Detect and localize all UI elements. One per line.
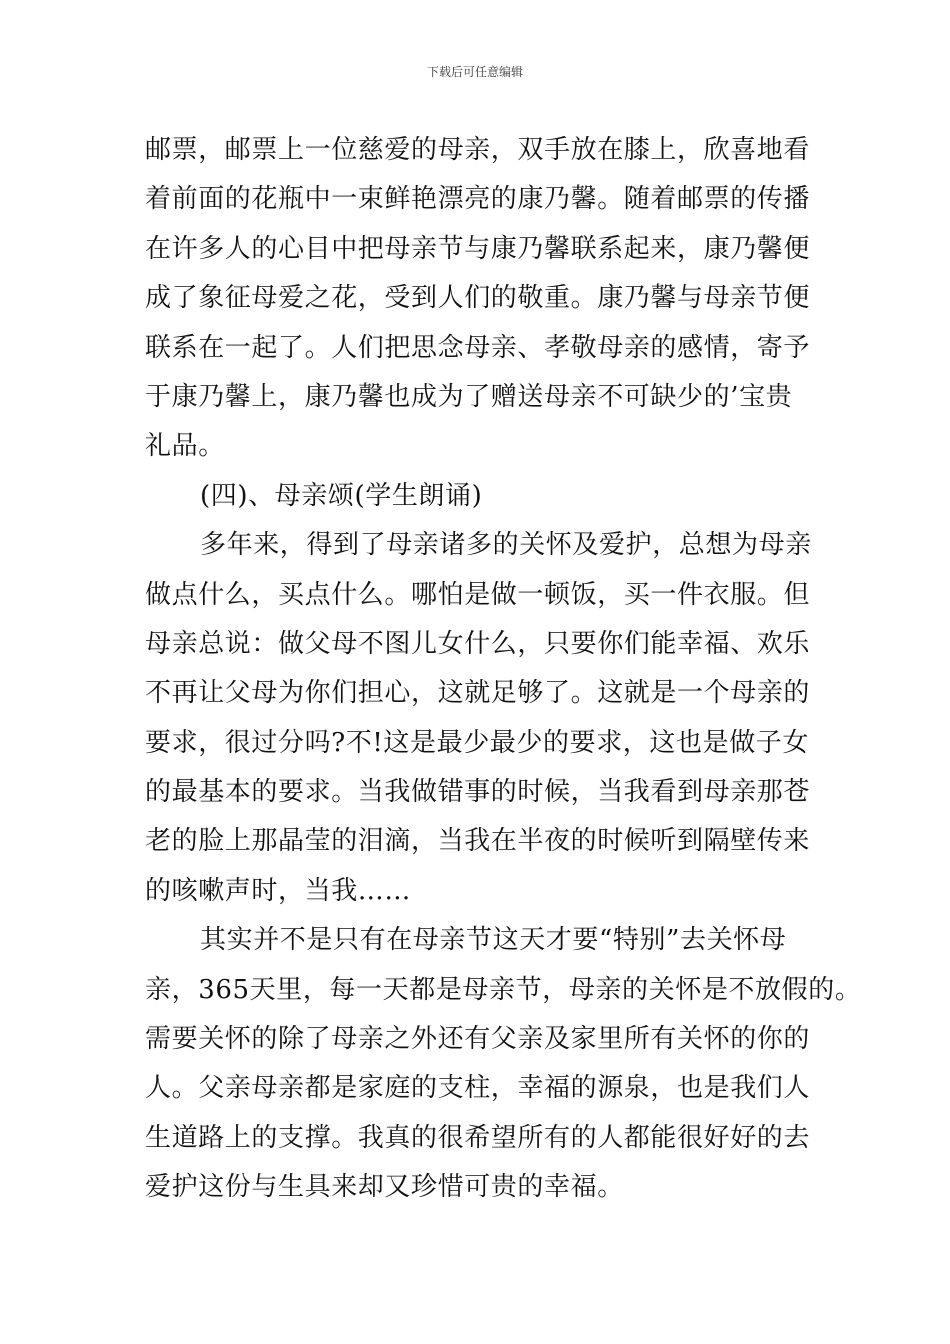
page-header: 下载后可任意编辑 [426,65,523,79]
paragraph-stamp [145,126,815,472]
text-line: 人。父亲母亲都是家庭的支柱，幸福的源泉，也是我们人 [145,1073,811,1104]
document-body [145,126,862,1213]
text-line: 多年来，得到了母亲诸多的关怀及爱护，总想为母亲 [200,530,812,561]
text-line: 其实并不是只有在母亲节这天才要“特别”去关怀母 [200,925,787,956]
text-line: 亲，365天里，每一天都是母亲节，母亲的关怀是不放假的。 [145,974,862,1005]
text-line: 母亲总说：做父母不图儿女什么，只要你们能幸福、欢乐 [145,628,811,659]
text-line: 的最基本的要求。当我做错事的时候，当我看到母亲那苍 [145,777,811,808]
text-line: 于康乃馨上，康乃馨也成为了赠送母亲不可缺少的’宝贵 [145,381,793,412]
text-line: 老的脸上那晶莹的泪滴，当我在半夜的时候听到隔壁传来 [145,826,811,857]
text-line: 不再让父母为你们担心，这就足够了。这就是一个母亲的 [145,678,811,709]
text-line: 需要关怀的除了母亲之外还有父亲及家里所有关怀的你的 [145,1024,811,1055]
text-line: 做点什么，买点什么。哪怕是做一顿饭，买一件衣服。但 [145,579,811,610]
text-line: 着前面的花瓶中一束鲜艳漂亮的康乃馨。随着邮票的传播 [145,184,811,215]
heading-line: (四)、母亲颂(学生朗诵) [200,480,483,511]
text-line: 生道路上的支撑。我真的很希望所有的人都能很好好的去 [145,1122,811,1153]
text-line: 的咳嗽声时，当我…… [145,875,412,906]
paragraph-actually [145,916,862,1212]
section-heading [145,472,815,521]
text-line: 邮票，邮票上一位慈爱的母亲，双手放在膝上，欣喜地看 [145,135,811,165]
text-line: 礼品。 [145,431,225,462]
paragraph-years [145,521,815,916]
text-line: 要求，很过分吗?不!这是最少最少的要求，这也是做子女 [145,727,809,758]
text-line: 爱护这份与生具来却又珍惜可贵的幸福。 [145,1172,624,1203]
text-line: 成了象征母爱之花，受到人们的敬重。康乃馨与母亲节便 [145,283,811,314]
text-line: 在许多人的心目中把母亲节与康乃馨联系起来，康乃馨便 [145,233,811,264]
text-line: 联系在一起了。人们把思念母亲、孝敬母亲的感情，寄予 [145,332,811,363]
